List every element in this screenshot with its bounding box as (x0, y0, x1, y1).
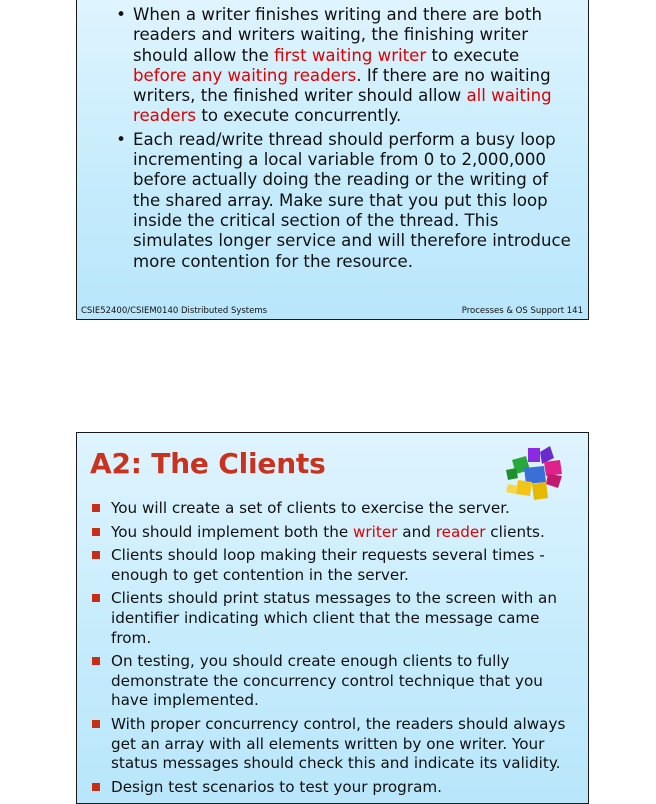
bullet-text: to execute concurrently. (196, 106, 402, 126)
bullet-dot-icon: • (116, 5, 126, 24)
footer-course-name: CSIE52400/CSIEM0140 Distributed Systems (81, 306, 268, 316)
bullet-dot-icon: • (116, 129, 126, 149)
slide1-bullet-list (77, 5, 577, 275)
bullet-square-icon (92, 504, 100, 512)
bullet-text: to execute (426, 45, 520, 65)
bullet-item (77, 130, 577, 272)
bullet-item (77, 499, 582, 519)
bullet-text: With proper concurrency control, the readers should always get an array with all elements written by one writer. Your status messages should check this and indicate its validity. (111, 714, 566, 773)
bullet-square-icon (92, 783, 100, 791)
slide-processes-os-support-141 (76, 0, 589, 320)
puzzle-cubes-logo-icon (504, 444, 566, 502)
bullet-item (77, 546, 582, 585)
bullet-item (77, 589, 582, 648)
highlighted-text: all waiting readers (133, 86, 552, 126)
slide2-bullet-list (77, 499, 582, 801)
bullet-text: clients. (485, 522, 545, 541)
highlighted-text: before any waiting readers (133, 65, 357, 85)
bullet-square-icon (92, 551, 100, 559)
bullet-item (77, 715, 582, 774)
highlighted-text: writer (353, 522, 398, 541)
bullet-text: Design test scenarios to test your program. (111, 777, 442, 796)
bullet-text: Clients should print status messages to the screen with an identifier indicating which client that the message came from. (111, 589, 557, 647)
bullet-item (77, 5, 577, 127)
bullet-item (77, 652, 582, 711)
bullet-text: You should implement both the (111, 522, 354, 541)
bullet-item (77, 523, 582, 543)
bullet-text: Each read/write thread should perform a busy loop incrementing a local variable from 0 to 2,000,000 before actually doing the reading or the writing of the shared array. Make sure that you put this loop inside the critical section of the thread. This simulates longer service and will therefore introduce more contention for the resource. (133, 129, 571, 271)
bullet-text: and (397, 522, 436, 541)
bullet-text: . If there are no waiting writers, the finished writer should allow (133, 65, 551, 106)
bullet-square-icon (92, 720, 100, 728)
bullet-square-icon (92, 528, 100, 536)
bullet-text: When a writer finishes writing and there are both readers and writers waiting, the finishing writer should allow the (133, 5, 542, 65)
bullet-text: On testing, you should create enough clients to fully demonstrate the concurrency control technique that you have implemented. (111, 652, 543, 710)
bullet-text: Clients should loop making their requests several times - enough to get contention in the server. (111, 546, 545, 584)
bullet-text: You will create a set of clients to exercise the server. (111, 499, 510, 517)
slide-a2-the-clients (76, 432, 589, 804)
highlighted-text: reader (435, 522, 486, 541)
bullet-square-icon (92, 657, 100, 665)
bullet-item (77, 778, 582, 798)
bullet-square-icon (92, 594, 100, 602)
highlighted-text: first waiting writer (274, 45, 427, 65)
footer-slide-number: Processes & OS Support 141 (461, 306, 583, 316)
slide-title: A2: The Clients (90, 447, 326, 480)
